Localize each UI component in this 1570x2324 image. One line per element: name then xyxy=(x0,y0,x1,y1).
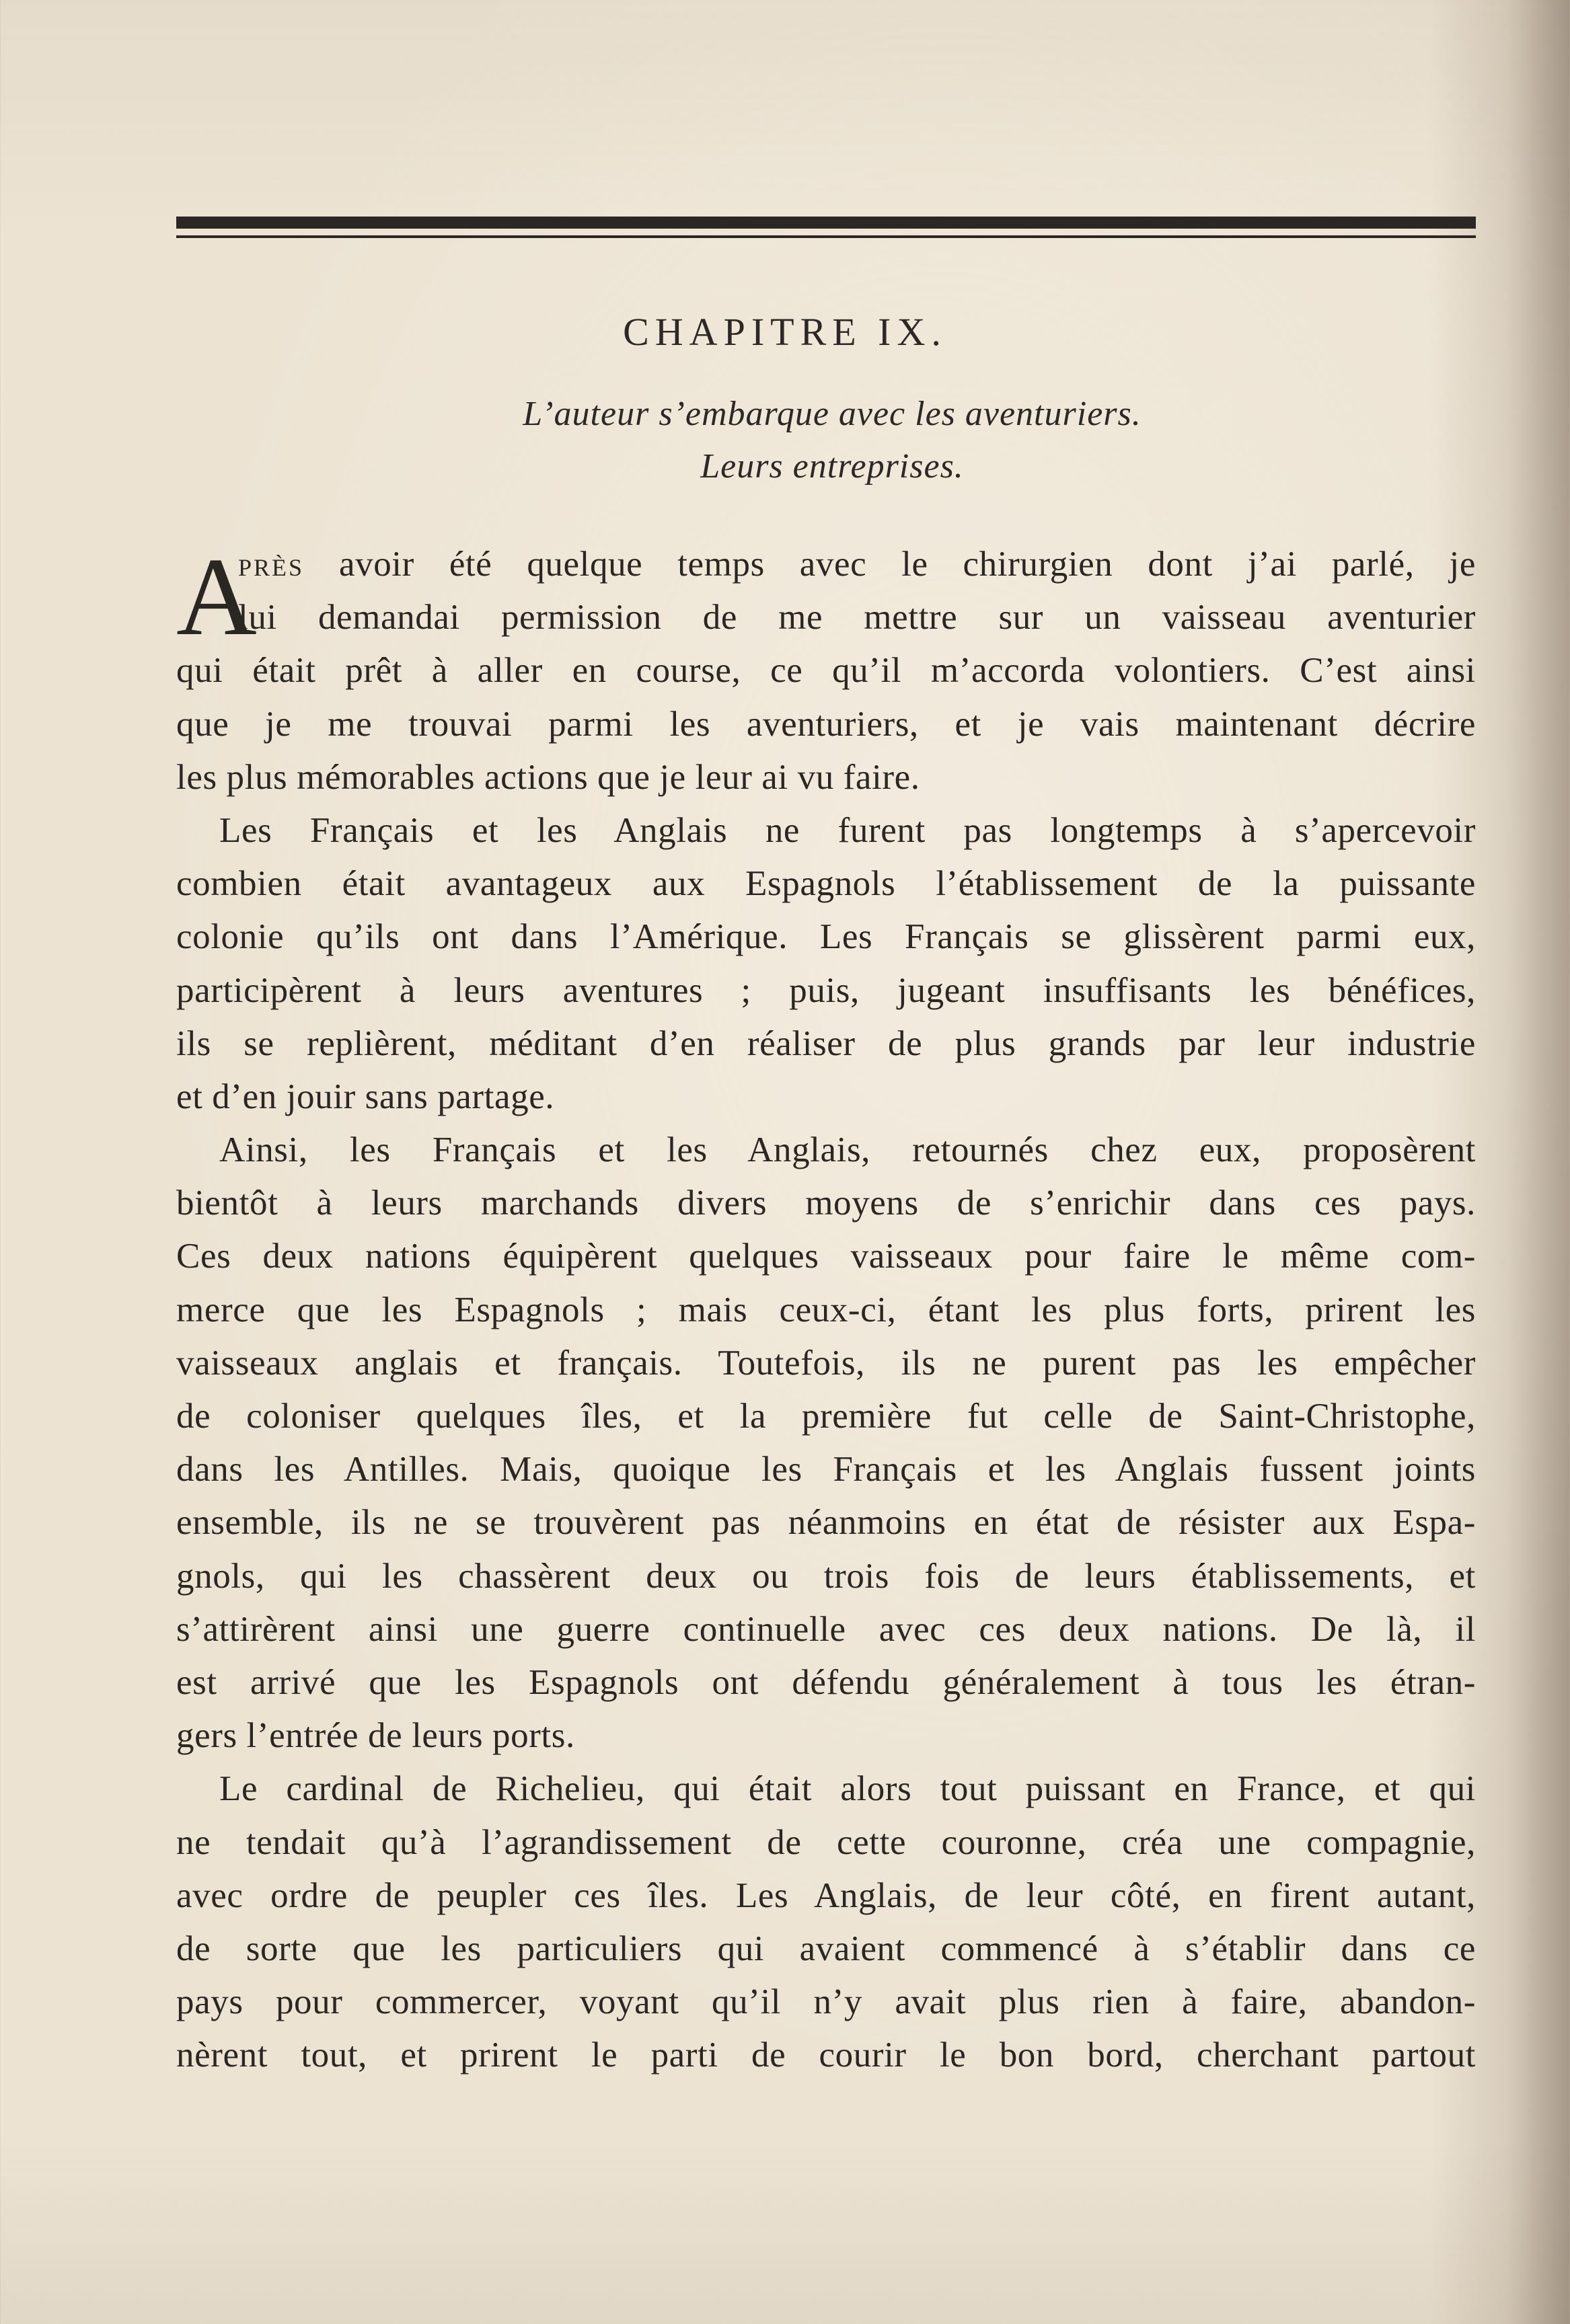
text-line: ils se replièrent, méditant d’en réaliser de plus grands par leur industrie xyxy=(176,1023,1476,1063)
text-line: qui était prêt à aller en course, ce qu’il m’accorda volontiers. C’est ainsi xyxy=(176,651,1476,691)
header-rule-thick xyxy=(176,217,1476,229)
body-text xyxy=(176,535,1476,2082)
text-line: gers l’entrée de leurs ports. xyxy=(176,1716,575,1756)
text-line: Ces deux nations équipèrent quelques vaisseaux pour faire le même com- xyxy=(176,1237,1476,1276)
first-word-small-caps: PRÈS xyxy=(238,554,305,581)
text-line: vaisseaux anglais et français. Toutefois, ils ne purent pas les empêcher xyxy=(176,1343,1476,1383)
text-line: nèrent tout, et prirent le parti de courir le bon bord, cherchant partout xyxy=(176,2036,1476,2075)
chapter-title: CHAPITRE IX. xyxy=(623,310,947,354)
text-line xyxy=(176,538,1476,591)
text-line: Ainsi, les Français et les Anglais, retournés chez eux, proposèrent xyxy=(219,1130,1476,1170)
text-line: s’attirèrent ainsi une guerre continuelle avec ces deux nations. De là, il xyxy=(176,1609,1476,1649)
text-line: est arrivé que les Espagnols ont défendu généralement à tous les étran- xyxy=(176,1662,1476,1702)
text-line: merce que les Espagnols ; mais ceux-ci, étant les plus forts, prirent les xyxy=(176,1290,1476,1329)
text-line: participèrent à leurs aventures ; puis, jugeant insuffisants les bénéfices, xyxy=(176,970,1476,1010)
drop-cap: A xyxy=(176,535,257,658)
text-line: gnols, qui les chassèrent deux ou trois fois de leurs établissements, et xyxy=(176,1556,1476,1596)
text-line: combien était avantageux aux Espagnols l’établissement de la puissante xyxy=(176,864,1476,904)
text-line: dans les Antilles. Mais, quoique les Français et les Anglais fussent joints xyxy=(176,1450,1476,1489)
chapter-subtitle-line-2: Leurs entreprises. xyxy=(700,447,964,486)
text-line: bientôt à leurs marchands divers moyens de s’enrichir dans ces pays. xyxy=(176,1184,1476,1223)
header-rule-thin xyxy=(176,235,1476,238)
text-line: Les Français et les Anglais ne furent pas longtemps à s’apercevoir xyxy=(219,810,1476,850)
text-line: avec ordre de peupler ces îles. Les Anglais, de leur côté, en firent autant, xyxy=(176,1875,1476,1915)
text-line: que je me trouvai parmi les aventuriers, et je vais maintenant décrire xyxy=(176,704,1476,744)
text-line: ne tendait qu’à l’agrandissement de cette couronne, créa une compagnie, xyxy=(176,1822,1476,1862)
text-line: de coloniser quelques îles, et la première fut celle de Saint-Christophe, xyxy=(176,1397,1476,1436)
text-line: ensemble, ils ne se trouvèrent pas néanmoins en état de résister aux Espa- xyxy=(176,1503,1476,1543)
text-line: colonie qu’ils ont dans l’Amérique. Les Français se glissèrent parmi eux, xyxy=(176,917,1476,957)
text-line: pays pour commercer, voyant qu’il n’y avait plus rien à faire, abandon- xyxy=(176,1982,1476,2022)
text-line: et d’en jouir sans partage. xyxy=(176,1077,555,1116)
chapter-subtitle-line-1: L’auteur s’embarque avec les aventuriers. xyxy=(523,395,1142,433)
text-line: lui demandai permission de me mettre sur un vaisseau aventurier xyxy=(238,598,1476,637)
text-line: de sorte que les particuliers qui avaient commencé à s’établir dans ce xyxy=(176,1929,1476,1968)
text-line: Le cardinal de Richelieu, qui était alors tout puissant en France, et qui xyxy=(219,1769,1476,1809)
text-line-content: avoir été quelque temps avec le chirurgien dont j’ai parlé, je xyxy=(304,545,1476,584)
text-line: les plus mémorables actions que je leur ai vu faire. xyxy=(176,757,920,797)
